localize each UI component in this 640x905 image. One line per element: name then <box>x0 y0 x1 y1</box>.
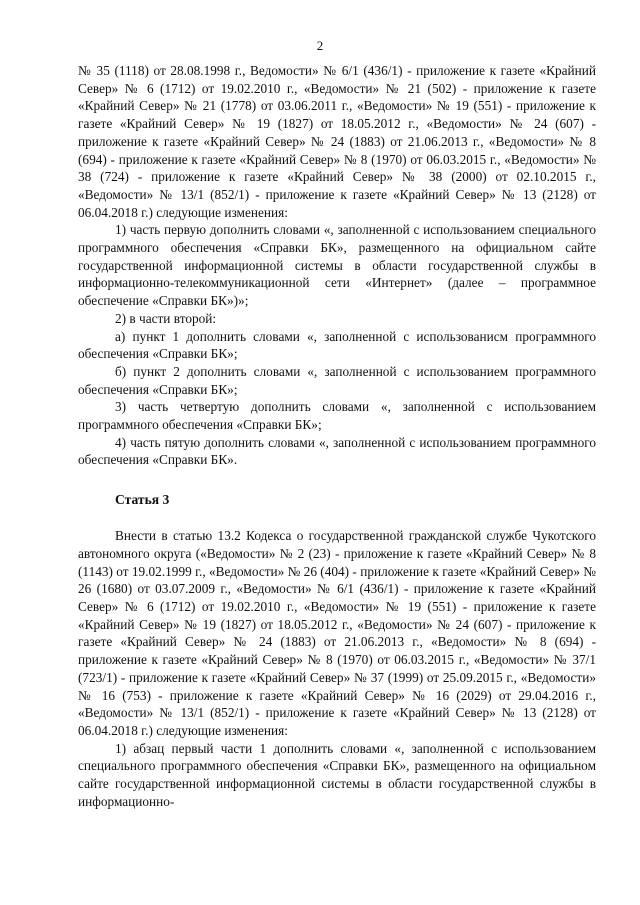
article2-item-4: 4) часть пятую дополнить словами «, заполненной с использованием программного обеспечения «Справки БК». <box>78 434 596 468</box>
article3-heading: Статья 3 <box>115 492 170 508</box>
article2-item-1: 1) часть первую дополнить словами «, заполненной с использованием специального программного обеспечения «Справки БК», размещенного на официальном сайте государственной информационной системы в области государственной службы в информационно-телекоммуникационной сети «Интернет» (далее – программное обеспечение «Справки БК»)»; <box>78 222 596 309</box>
article3-item-1: 1) абзац первый части 1 дополнить словами «, заполненной с использованием специального программного обеспечения «Справки БК», размещенного на официальном сайте государственной информационной системы в области государственной службы в информационно- <box>78 740 596 809</box>
article2-intro-paragraph: № 35 (1118) от 28.08.1998 г., Ведомости» № 6/1 (436/1) - приложение к газете «Крайний Север» № 6 (1712) от 19.02.2010 г., «Ведомости» № 21 (502) - приложение к газете «Крайний Север» № 21 (1778) от 03.06.2011 г., «Ведомости» № 19 (551) - приложение к газете «Крайний Север» № 19 (1827) от 18.05.2012 г., «Ведомости» № 24 (607) - приложение к газете «Крайний Север» № 24 (1883) от 21.06.2013 г., «Ведомости» № 8 (694) - приложение к газете «Крайний Север» № 8 (1970) от 06.03.2015 г., «Ведомости» № 38 (724) - приложение к газете «Крайний Север» № 38 (2000) от 02.10.2015 г., «Ведомости» № 13/1 (852/1) - приложение к газете «Крайний Север» № 13 (2128) от 06.04.2018 г.) следующие изменения: <box>78 63 596 220</box>
article2-item-2: 2) в части второй: <box>115 310 217 326</box>
article3-intro-paragraph: Внести в статью 13.2 Кодекса о государственной гражданской службе Чукотского автономного округа («Ведомости» № 2 (23) - приложение к газете «Крайний Север» № 8 (1143) от 19.02.1999 г., «Ведомости» № 26 (404) - приложение к газете «Крайний Север» № 26 (1680) от 03.07.2009 г., «Ведомости» № 6/1 (436/1) - приложение к газете «Крайний Север» № 6 (1712) от 19.02.2010 г., «Ведомости» № 19 (551) - приложение к газете «Крайний Север» № 19 (1827) от 18.05.2012 г., «Ведомости» № 24 (607) - приложение к газете «Крайний Север» № 24 (1883) от 21.06.2013 г., «Ведомости» № 8 (694) - приложение к газете «Крайний Север» № 8 (1970) от 06.03.2015 г., «Ведомости» № 37/1 (723/1) - приложение к газете «Крайний Север» № 37 (1999) от 25.09.2015 г., «Ведомости» № 16 (753) - приложение к газете «Крайний Север» № 16 (2029) от 29.04.2016 г., «Ведомости» № 13/1 (852/1) - приложение к газете «Крайний Север» № 13 (2128) от 06.04.2018 г.) следующие изменения: <box>78 528 596 738</box>
page-number: 2 <box>316 38 324 53</box>
article2-item-2b: б) пункт 2 дополнить словами «, заполненной с использованием программного обеспечения «Справки БК»; <box>78 363 596 397</box>
article2-item-3: 3) часть четвертую дополнить словами «, заполненной с использованием программного обеспечения «Справки БК»; <box>78 399 596 433</box>
document-body <box>78 62 596 810</box>
article2-item-2a: а) пункт 1 дополнить словами «, заполненной с использованисм программного обеспечения «Справки БК»; <box>78 328 596 362</box>
